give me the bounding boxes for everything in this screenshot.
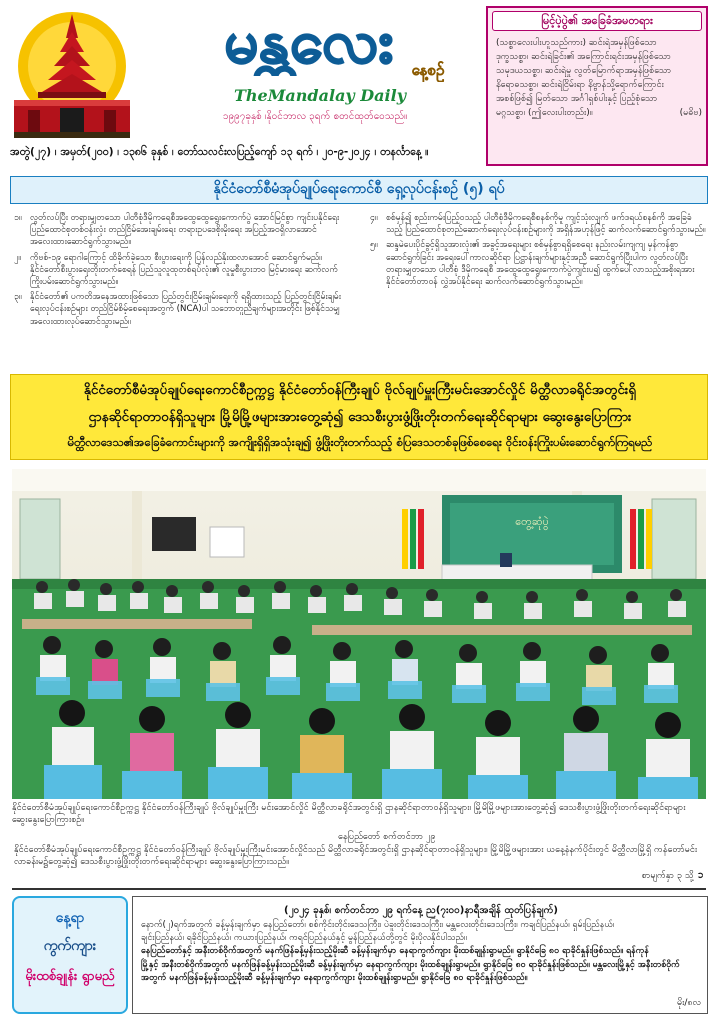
roadmap-item-text: ဆန္ဒမဲပေးပိုင်ခွင့်ရှိသူအားလုံး၏ အခွင့်အရေးများ စစ်မှန်စွာရရှိစေရေး နည်းလမ်းကျကျ မှန်ကန်စွာ ဆောင်ရွက်ခြင်း အရေးပေါ်ကာလဆိုင်ရာ ပြဋ္ဌာန်းချက်များနှင့်အညီ ဆောင်ရွက်ပြီးပါက လွတ်လပ်ပြီး တရားမျှတသော ပါတီစုံ ဒီမိုကရေစီ အထွေထွေရွေးကောက်ပွဲကျင်းပ၍ ထွက်ပေါ်လာသည့်အစိုးရအား နိုင်ငံတော်တာဝန် လွှဲအပ်နိုင်ရေး ဆက်လက်ဆောင်ရွက်သွားမည်။	[386, 240, 695, 288]
objectives-line: အစစ်ဖြစ်၍ မြတ်သော အင်္ဂါရှစ်ပါးနှင့် ပြည့်စုံသော	[496, 94, 658, 104]
objectives-title: မြင့်ပဲ့ပွဲ၏ အခြေခံအမတရား	[492, 11, 702, 31]
english-name: TheMandalay Daily	[234, 86, 406, 105]
weather-summary-box	[12, 896, 128, 1014]
objectives-line: သမုဒယသစ္စာ၊ ဆင်းရဲမှု လွတ်မြောက်ရာအမှန်ဖြစ်သော	[496, 66, 672, 76]
weather-forecast-body	[141, 919, 701, 985]
roadmap-item	[14, 291, 352, 328]
objectives-line: ဒုက္ခသစ္စာ၊ ဆင်းရဲခြင်း၏ အကြောင်းရင်းအမှန်ဖြစ်သော	[496, 52, 671, 62]
roadmap-item-number: ၅။	[370, 240, 378, 251]
roadmap-item	[14, 252, 352, 289]
objectives-source: (မဓိဗ)	[679, 108, 702, 118]
objectives-line: (သစ္စာလေးပါးဟူသည်ကား) ဆင်းရဲအမှန်ဖြစ်သော	[496, 38, 657, 48]
weather-forecast-line: နောက်(၂)ရက်အတွက် ခန့်မှန်းချက်မှာ နေပြည်တော်၊ စစ်ကိုင်းတိုင်းဒေသကြီး၊ ပဲခူးတိုင်းဒေသကြီး၊ မန္တလေးတိုင်းဒေသကြီး၊ ကချင်ပြည်နယ်၊ ရှမ်းပြည်နယ်၊	[141, 920, 615, 930]
weather-forecast-line: နေပြည်တော်နှင့် အနီးတစ်ဝိုက်အတွက် မနက်ဖြန်ခန့်မှန်းသည့်မိုးဆီ ခန့်မှန်းချက်မှာ နေရာကွက်ကျား မိုးထစ်ချုန်းရွာမည်။ ရွာနိုင်ခြေ ၈၀ ရာခိုင်နှုန်းဖြစ်သည်။ ရန်ကုန်	[141, 946, 649, 957]
weather-summary-line: နေ့ရာ	[55, 910, 85, 926]
roadmap-item-text: စစ်မှန်၍ စည်းကမ်းပြည့်ဝသည့် ပါတီစုံဒီမိုကရေစီစနစ်ကိုမူ ကျင့်သုံးလျက် ဖက်ဒရယ်စနစ်ကို အခြေခံသည့် ပြည်ထောင်စုတည်ဆောက်ရေးလုပ်ငန်းစဉ်များကို အရှိန်အဟုန်ဖြင့် ဆက်လက်ဆောင်ရွက်သွားမည်။	[386, 213, 706, 236]
issue-info: အတွဲ(၂၇) ၊ အမှတ်(၂၀၀) ၊ ၁၃၈၆ ခုနှစ် ၊ တော်သလင်းလပြည့်ကျော် ၁၃ ရက် ၊ ၂၀-၉-၂၀၂၄ ၊ တနင်္လာနေ့ ။	[10, 146, 429, 158]
roadmap-item-text: လွတ်လပ်ပြီး တရားမျှတသော ပါတီစုံဒီမိုကရေစီအထွေထွေရွေးကောက်ပွဲ အောင်မြင်စွာ ကျင်းပနိုင်ရေး ပြည်ထောင်စုတစ်ဝန်းလုံး တည်ငြိမ်အေးချမ်းရေး တရားဥပဒေစိုးမိုးရေး အပြည့်အဝရှိလာအောင် အလေးထားဆောင်ရွက်သွားမည်။	[30, 213, 340, 248]
photo-caption: နိုင်ငံတော်စီမံအုပ်ချုပ်ရေးကောင်စီဥက္ကဋ္ဌ နိုင်ငံတော်ဝန်ကြီးချုပ် ဗိုလ်ချုပ်မှူးကြီး မင်းအောင်လှိုင် မိတ္ထီလာခရိုင်အတွင်းရှိ ဌာနဆိုင်ရာတာဝန်ရှိသူများ၊ မြို့မိမြို့ဖများအားတွေ့ဆုံ၍ ဒေသစီးပွားဖွံ့ဖြိုးတိုးတက်ရေးဆိုင်ရာများ ဆွေးနွေးပြောကြားစဉ်။	[12, 803, 686, 825]
svg-text:မန္တလေး: မန္တလေး	[224, 7, 394, 76]
roadmap-item-number: ၄။	[370, 213, 378, 223]
weather-forecast-box	[132, 896, 708, 1014]
masthead-daily-badge	[380, 56, 476, 82]
objectives-line-last: မဂ္ဂသစ္စာ၊ (ဤလေးပါးတည်း)။	[496, 108, 593, 118]
section-divider	[12, 888, 706, 890]
roadmap-item	[370, 212, 708, 236]
lead-headline-line: နိုင်ငံတော်စီမံအုပ်ချုပ်ရေးကောင်စီဥက္ကဋ္ဌ နိုင်ငံတော်ဝန်ကြီးချုပ် ဗိုလ်ချုပ်မှူးကြီးမင်းအောင်လှိုင် မိတ္ထီလာခရိုင်အတွင်းရှိ	[83, 382, 637, 398]
weather-forecast-line: မြို့နှင့် အနီးတစ်ဝိုက်အတွက် မနက်ဖြန်ခန့်မှန်းသည့်မိုးဆီ ခန့်မှန်းချက်မှာ နေရာကွက်ကျား မိုးထစ်ချုန်းရွာမည်။ ရွာနိုင်ခြေ ၈၀ ရာခိုင်နှုန်းဖြစ်သည်။ မန္တလေးမြို့နှင့် အနီးတစ်ဝိုက်	[141, 959, 680, 970]
objectives-body	[496, 36, 702, 120]
article-dateline: နေပြည်တော် စက်တင်ဘာ ၂၉	[338, 832, 436, 842]
weather-summary-line: မိုးထစ်ချုန်း ရွာမည်	[25, 969, 115, 984]
svg-text:နေ့စဉ်: နေ့စဉ်	[411, 61, 445, 79]
palace-logo	[8, 8, 136, 140]
weather-summary-line: ကွက်ကျား	[43, 938, 97, 954]
roadmap-item-number: ၁။	[14, 213, 22, 223]
weather-forecast-title: (၂၀၂၄ ခုနှစ်၊ စက်တင်ဘာ ၂၉ ရက်နေ့ ည(၇း၀၀)နာရီအချိန် ထုတ်ပြန်ချက်)	[284, 905, 558, 916]
continued-page-link[interactable]: စာမျက်နှာ ၃ သို့ ➲	[641, 871, 704, 881]
lead-headline-line: ဌာနဆိုင်ရာတာဝန်ရှိသူများ မြို့မိမြို့ဖများအားတွေ့ဆုံ၍ ဒေသစီးပွားဖွံ့ဖြိုးတိုးတက်ရေးဆိုင်ရာများ ဆွေးနွေးပြောကြား	[88, 409, 632, 425]
roadmap-item-text: နိုင်ငံတော်၏ ပကတိအနေအထားဖြစ်သော ပြည်တွင်းငြိမ်းချမ်းရေးကို ရရှိထားသည့် ပြည်တွင်းငြိမ်းချမ်းရေးလုပ်ငန်းစဉ်များ တည်ငြိမ်စိမ့်စေရေးအတွက် (NCA)ပါ သဘောတူညီချက်များအတိုင်း ဖြစ်နိုင်သမျှ အလေးထားလုပ်ဆောင်သွားမည်။	[30, 292, 341, 327]
roadmap-column-right	[370, 212, 708, 291]
roadmap-item	[370, 239, 708, 288]
objectives-line	[496, 106, 702, 120]
meeting-photo	[12, 469, 706, 799]
roadmap-column-left	[14, 212, 352, 331]
weather-forecast-line: အတွက် မနက်ဖြန်ခန့်မှန်းသည့်မိုးဆီ ခန့်မှန်းချက်မှာ နေရာကွက်ကျား မိုးထစ်ချုန်းရွာမည်။ ရွာနိုင်ခြေ ၈၀ ရာခိုင်နှုန်းဖြစ်သည်။	[141, 972, 528, 983]
weather-forecast-footer: မိုး/၈လ	[676, 998, 701, 1008]
article-body: နိုင်ငံတော်စီမံအုပ်ချုပ်ရေးကောင်စီဥက္ကဋ္ဌ နိုင်ငံတော်ဝန်ကြီးချုပ် ဗိုလ်ချုပ်မှူးကြီးမင်းအောင်လှိုင်သည် မိတ္ထီလာခရိုင်အတွင်းရှိ ဌာနဆိုင်ရာတာဝန်ရှိသူများ၊ မြို့မိမြို့ဖများအား ယနေ့နံနက်ပိုင်းတွင် မိတ္ထီလာမြို့ရှိ ကန်တော်မင်းလာခန်းမ၌တွေ့ဆုံ၍ ဒေသစီးပွားဖွံ့ဖြိုးတိုးတက်ရေးဆိုင်ရာများ ဆွေးနွေးပြောကြားသည်။	[14, 845, 698, 867]
roadmap-item-number: ၂။	[14, 252, 21, 263]
five-point-roadmap-heading: နိုင်ငံတော်စီမံအုပ်ချုပ်ရေးကောင်စီ ရှေ့လုပ်ငန်းစဉ် (၅) ရပ်	[10, 176, 708, 204]
roadmap-item-text: ကိုဗစ်-၁၉ ရောဂါကြောင့် ထိခိုက်ခဲ့သော စီးပွားရေးကို ပြန်လည်နိုးထလာအောင် ဆောင်ရွက်မည်။ နိုင်ငံတော်စီးပွားရေးတိုးတက်စေရန် ပြည်သူလူထုတစ်ရပ်လုံး၏ လူမှုစီးပွားဘဝ မြင့်မားရေး ဆက်လက်ကြိုးပမ်းဆောင်ရွက်သွားမည်။	[30, 252, 338, 288]
lead-headline	[10, 374, 708, 460]
objectives-box	[486, 6, 708, 166]
roadmap-item	[14, 212, 352, 249]
weather-forecast-line: ချင်းပြည်နယ်၊ ရခိုင်ပြည်နယ်၊ ကယားပြည်နယ်၊ ကရင်ပြည်နယ်နှင့် မွန်ပြည်နယ်တို့တွင် မိုးပိုလနိုင်ပါသည်။	[141, 933, 467, 944]
objectives-line: နိရောဓသစ္စာ၊ ဆင်းရဲငြိမ်းရာ နိဗ္ဗာန်သို့ရောက်ကြောင်း	[496, 80, 664, 90]
established-date: ၁၉၉၇ခုနှစ် ၊နိုဝင်ဘာလ ၃ရက် စတင်ထုတ်ဝေသည်။	[222, 111, 408, 122]
photo-banner-text: တွေ့ဆုံပွဲ	[515, 515, 549, 528]
roadmap-item-number: ၃။	[14, 292, 22, 303]
lead-headline-subline: မိတ္ထီလာဒေသ၏အခြေခံကောင်းများကို အကျိုးရှိရှိအသုံးချ၍ ဖွံ့ဖြိုးတိုးတက်သည့် စံပြဒေသတစ်ခုဖြစ်စေရေး ဝိုင်းဝန်းကြိုးပမ်းဆောင်ရွက်ကြရမည်	[67, 435, 653, 449]
